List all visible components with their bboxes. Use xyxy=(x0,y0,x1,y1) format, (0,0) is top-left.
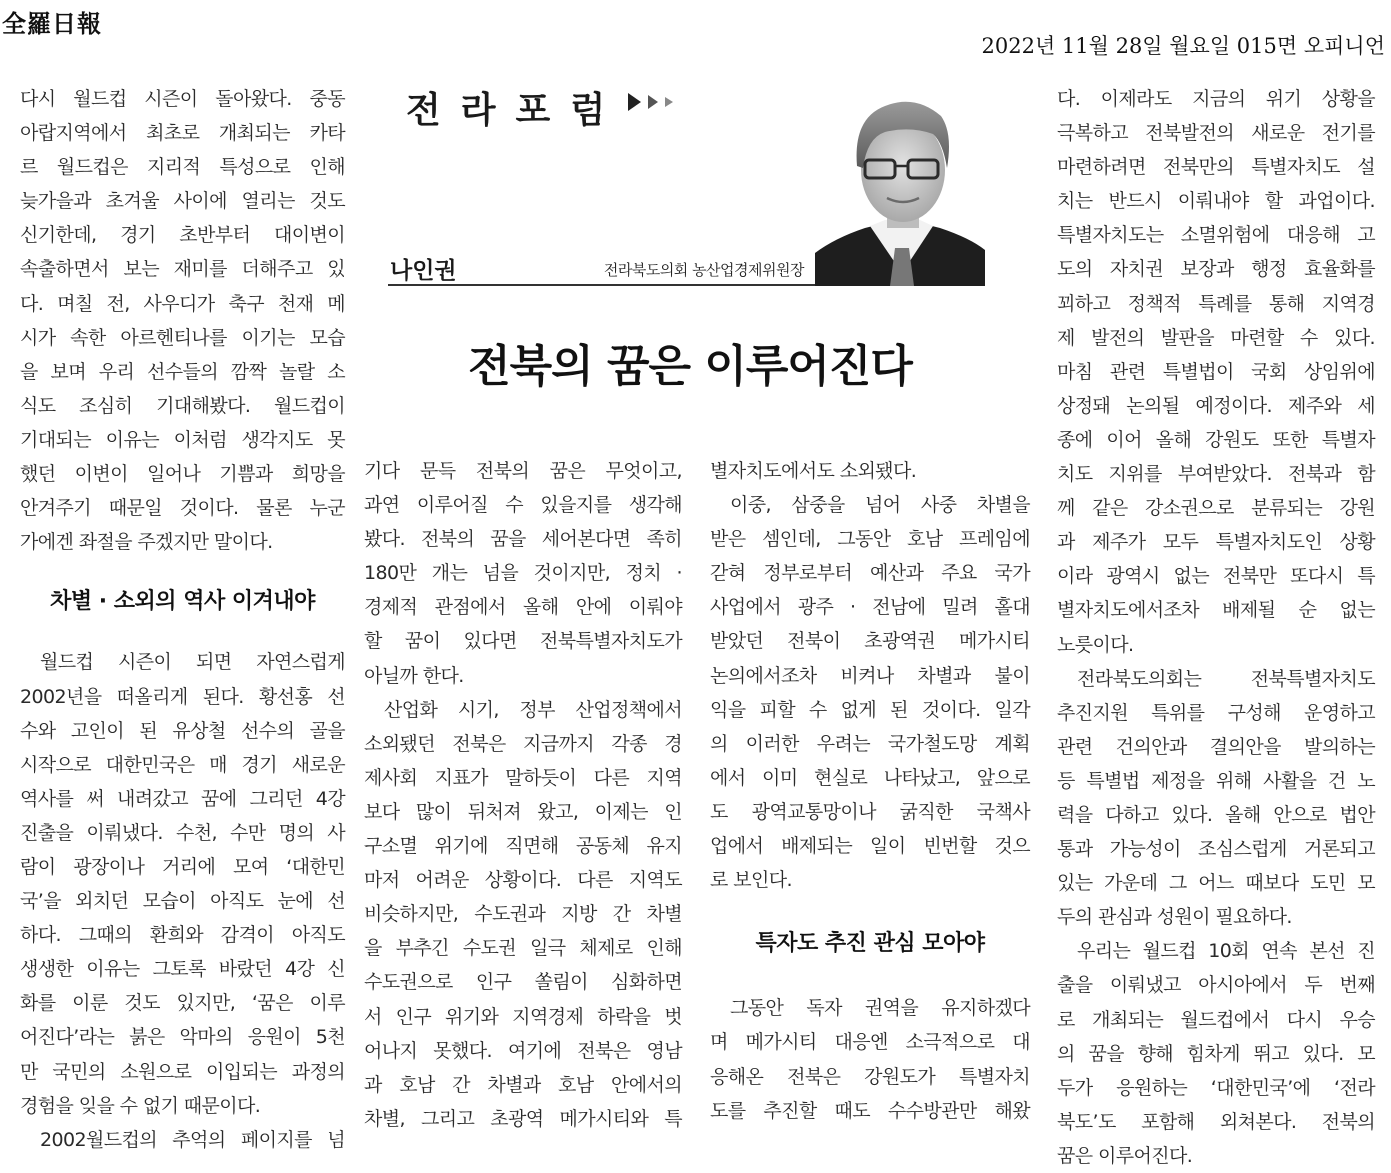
text-line: 다시 월드컵 시즌이 돌아왔다. 중동 xyxy=(20,88,345,110)
text-line: 과연 이루어질 수 있을지를 생각해 xyxy=(364,494,682,517)
article-column-1 xyxy=(20,82,345,1157)
paragraph xyxy=(20,82,345,559)
paragraph xyxy=(710,454,1030,897)
text-line: 받은 셈인데, 그동안 호남 프레임에 xyxy=(710,528,1030,551)
dateline: 2022년 11월 28일 월요일 015면 오피니언 xyxy=(981,34,1385,58)
text-line: 두가 응원하는 ‘대한민국’에 ‘전라 xyxy=(1057,1076,1375,1099)
author-portrait-photo xyxy=(815,88,990,286)
text-line: 익을 피할 수 없게 된 것이다. 일각 xyxy=(710,698,1030,721)
text-line: 등 특별법 제정을 위해 사활을 건 노 xyxy=(1057,769,1375,792)
text-line: 도를 추진할 때도 수수방관만 해왔 xyxy=(710,1099,1030,1122)
text-line: 업에서 배제되는 일이 빈번할 것으 xyxy=(710,835,1030,858)
text-line: 별자치도에서조차 배제될 순 없는 xyxy=(1057,599,1375,622)
column-series-label: 전라포럼 xyxy=(406,90,626,131)
text-line: 수도권으로 인구 쏠림이 심화하면 xyxy=(364,971,682,994)
text-line: 에서 이미 현실로 나타났고, 앞으로 xyxy=(710,766,1030,789)
text-line: 꿈은 이루어진다. xyxy=(1057,1144,1193,1167)
text-line: 도의 자치권 보장과 행정 효율화를 xyxy=(1057,258,1375,281)
text-line: 마련하려면 전북만의 특별자치도 설 xyxy=(1057,156,1375,179)
text-line: 신기한데, 경기 초반부터 대이변이 xyxy=(20,224,345,247)
text-line: 구소멸 위기에 직면해 공동체 유지 xyxy=(364,835,682,858)
text-line: 께 같은 강소권으로 분류되는 강원 xyxy=(1057,497,1375,520)
text-line: 과 호남 간 차별과 호남 안에서의 xyxy=(364,1073,682,1096)
paragraph xyxy=(20,645,345,1156)
text-line: 제 발전의 발판을 마련할 수 있다. xyxy=(1057,326,1375,349)
text-line: 의 이러한 우려는 국가철도망 계획 xyxy=(710,732,1030,755)
text-line: 수와 고인이 된 유상철 선수의 골을 xyxy=(20,719,345,742)
text-line: 꾀하고 정책적 특례를 통해 지역경 xyxy=(1057,292,1375,315)
text-line: 응해온 전북은 강원도가 특별자치 xyxy=(710,1065,1030,1088)
article-column-4 xyxy=(1057,82,1375,1173)
text-line: 어나지 못했다. 여기에 전북은 영남 xyxy=(364,1039,682,1062)
text-line: 이중, 삼중을 넘어 사중 차별을 xyxy=(730,494,1030,517)
text-line: 늦가을과 초겨울 사이에 열리는 것도 xyxy=(20,190,345,213)
text-line: 차별, 그리고 초광역 메가시티와 특 xyxy=(364,1107,682,1130)
text-line: 받았던 전북이 초광역권 메가시티 xyxy=(710,630,1030,653)
text-line: 을 보며 우리 선수들의 깜짝 놀랄 소 xyxy=(20,360,345,383)
text-line: 종에 이어 올해 강원도 또한 특별자 xyxy=(1057,428,1375,451)
text-line: 통과 가능성이 조심스럽게 거론되고 xyxy=(1057,838,1375,861)
text-line: 의 꿈을 향해 힘차게 뛰고 있다. 모 xyxy=(1057,1042,1375,1065)
text-line: 하다. 그때의 환희와 감격이 아직도 xyxy=(20,924,345,947)
text-line: 상정돼 논의될 예정이다. 제주와 세 xyxy=(1057,394,1375,417)
text-line: 화를 이룬 것도 있지만, ‘꿈은 이루 xyxy=(20,992,345,1015)
text-line: 할 꿈이 있다면 전북특별자치도가 xyxy=(364,630,682,653)
text-line: 논의에서조차 비켜나 차별과 불이 xyxy=(710,664,1030,687)
text-line: 두의 관심과 성원이 필요하다. xyxy=(1057,906,1292,929)
text-line: 이라 광역시 없는 전북만 또다시 특 xyxy=(1057,565,1375,588)
byline xyxy=(388,250,818,286)
text-line: 아랍지역에서 최초로 개최되는 카타 xyxy=(20,122,345,145)
text-line: 관련 건의안과 결의안을 발의하는 xyxy=(1057,735,1375,758)
text-line: 했던 이변이 일어나 기쁨과 희망을 xyxy=(20,463,345,486)
text-line: 다. 이제라도 지금의 위기 상황을 xyxy=(1057,88,1375,110)
paragraph xyxy=(710,991,1030,1127)
text-line: 경험을 잊을 수 없기 때문이다. xyxy=(20,1094,261,1117)
text-line: 어진다’라는 붉은 악마의 응원이 5천 xyxy=(20,1026,345,1049)
text-line: 식도 조심히 기대해봤다. 월드컵이 xyxy=(20,394,345,417)
article-headline: 전북의 꿈은 이루어진다 xyxy=(468,341,912,392)
text-line: 속출하면서 보는 재미를 더해주고 있 xyxy=(20,258,345,281)
text-line: 제사회 지표가 말하듯이 다른 지역 xyxy=(364,766,682,789)
text-line: 만 국민의 소원으로 이입되는 과정의 xyxy=(20,1060,345,1083)
text-line: 로 보인다. xyxy=(710,869,792,892)
text-line: 시가 속한 아르헨티나를 이기는 모습 xyxy=(20,326,345,349)
text-line: 국’을 외치던 모습이 아직도 눈에 선 xyxy=(20,890,345,913)
text-line: 그동안 독자 권역을 유지하겠다 xyxy=(730,997,1030,1020)
text-line: 우리는 월드컵 10회 연속 본선 진 xyxy=(1077,940,1375,963)
text-line: 아닐까 한다. xyxy=(364,664,464,687)
subheading: 특자도 추진 관심 모아야 xyxy=(755,931,985,957)
text-line: 특별자치도는 소멸위험에 대응해 고 xyxy=(1057,224,1375,247)
text-line: 갇혀 정부로부터 예산과 주요 국가 xyxy=(710,562,1030,585)
text-line: 봤다. 전북의 꿈을 세어본다면 족히 xyxy=(364,528,682,551)
text-line: 보다 많이 뒤처져 왔고, 이제는 인 xyxy=(364,800,682,823)
text-line: 생생한 이유는 그토록 바랐던 4강 신 xyxy=(20,958,345,981)
text-line: 을 부추긴 수도권 일극 체제로 인해 xyxy=(364,937,682,960)
article-column-3 xyxy=(710,454,1030,1128)
text-line: 사업에서 광주 · 전남에 밀려 홀대 xyxy=(710,596,1030,619)
text-line: 극복하고 전북발전의 새로운 전기를 xyxy=(1057,122,1375,145)
author-name: 나인권 xyxy=(390,258,457,284)
paragraph xyxy=(1057,82,1375,1173)
text-line: 며 메가시티 대응엔 소극적으로 대 xyxy=(710,1031,1030,1054)
text-line: 르 월드컵은 지리적 특성으로 인해 xyxy=(20,156,345,179)
text-line: 출을 이뤄냈고 아시아에서 두 번째 xyxy=(1057,974,1375,997)
text-line: 180만 개는 넘을 것이지만, 정치 · xyxy=(364,562,682,585)
author-title: 전라북도의회 농산업경제위원장 xyxy=(603,261,804,279)
text-line: 2002월드컵의 추억의 페이지를 넘 xyxy=(40,1128,345,1151)
text-line: 별자치도에서도 소외됐다. xyxy=(710,460,917,482)
text-line: 역사를 써 내려갔고 꿈에 그리던 4강 xyxy=(20,787,345,810)
text-line: 전라북도의회는 전북특별자치도 xyxy=(1077,667,1375,690)
triple-arrow-icon xyxy=(628,93,673,111)
text-line: 추진지원 특위를 구성해 운영하고 xyxy=(1057,701,1375,724)
article-column-2 xyxy=(364,454,682,1136)
text-line: 서 인구 위기와 지역경제 하락을 벗 xyxy=(364,1005,682,1028)
text-line: 치도 지위를 부여받았다. 전북과 함 xyxy=(1057,463,1375,486)
text-line: 2002년을 떠올리게 된다. 황선홍 선 xyxy=(20,685,345,708)
arrow-icon xyxy=(665,97,673,107)
text-line: 과 제주가 모두 특별자치도인 상황 xyxy=(1057,531,1375,554)
text-line: 가에겐 좌절을 주겠지만 말이다. xyxy=(20,531,273,554)
text-line: 비슷하지만, 수도권과 지방 간 차별 xyxy=(364,903,682,926)
arrow-icon xyxy=(648,95,658,109)
text-line: 시작으로 대한민국은 매 경기 새로운 xyxy=(20,753,345,776)
text-line: 노릇이다. xyxy=(1057,633,1134,656)
text-line: 진출을 이뤄냈다. 수천, 수만 명의 사 xyxy=(20,821,345,844)
newspaper-masthead: 全羅日報 xyxy=(2,10,102,38)
text-line: 소외됐던 전북은 지금까지 각종 경 xyxy=(364,732,682,755)
text-line: 기대되는 이유는 이처럼 생각지도 못 xyxy=(20,428,345,451)
text-line: 산업화 시기, 정부 산업정책에서 xyxy=(384,698,682,721)
text-line: 치는 반드시 이뤄내야 할 과업이다. xyxy=(1057,190,1375,213)
text-line: 마침 관련 특별법이 국회 상임위에 xyxy=(1057,360,1375,383)
text-line: 다. 며칠 전, 사우디가 축구 천재 메 xyxy=(20,292,345,315)
text-line: 마저 어려운 상황이다. 다른 지역도 xyxy=(364,869,682,892)
text-line: 람이 광장이나 거리에 모여 ‘대한민 xyxy=(20,855,345,878)
text-line: 안겨주기 때문일 것이다. 물론 누군 xyxy=(20,497,345,520)
text-line: 기다 문득 전북의 꿈은 무엇이고, xyxy=(364,460,682,482)
text-line: 경제적 관점에서 올해 안에 이뤄야 xyxy=(364,596,682,619)
subheading: 차별 · 소외의 역사 이겨내야 xyxy=(50,589,315,615)
text-line: 력을 다하고 있다. 올해 안으로 법안 xyxy=(1057,803,1375,826)
text-line: 있는 가운데 그 어느 때보다 도민 모 xyxy=(1057,872,1375,895)
paragraph xyxy=(364,454,682,1136)
text-line: 도 광역교통망이나 굵직한 국책사 xyxy=(710,800,1030,823)
arrow-icon xyxy=(628,93,641,111)
text-line: 북도’도 포함해 외쳐본다. 전북의 xyxy=(1057,1110,1375,1133)
text-line: 월드컵 시즌이 되면 자연스럽게 xyxy=(40,651,345,674)
text-line: 로 개최되는 월드컵에서 다시 우승 xyxy=(1057,1008,1375,1031)
